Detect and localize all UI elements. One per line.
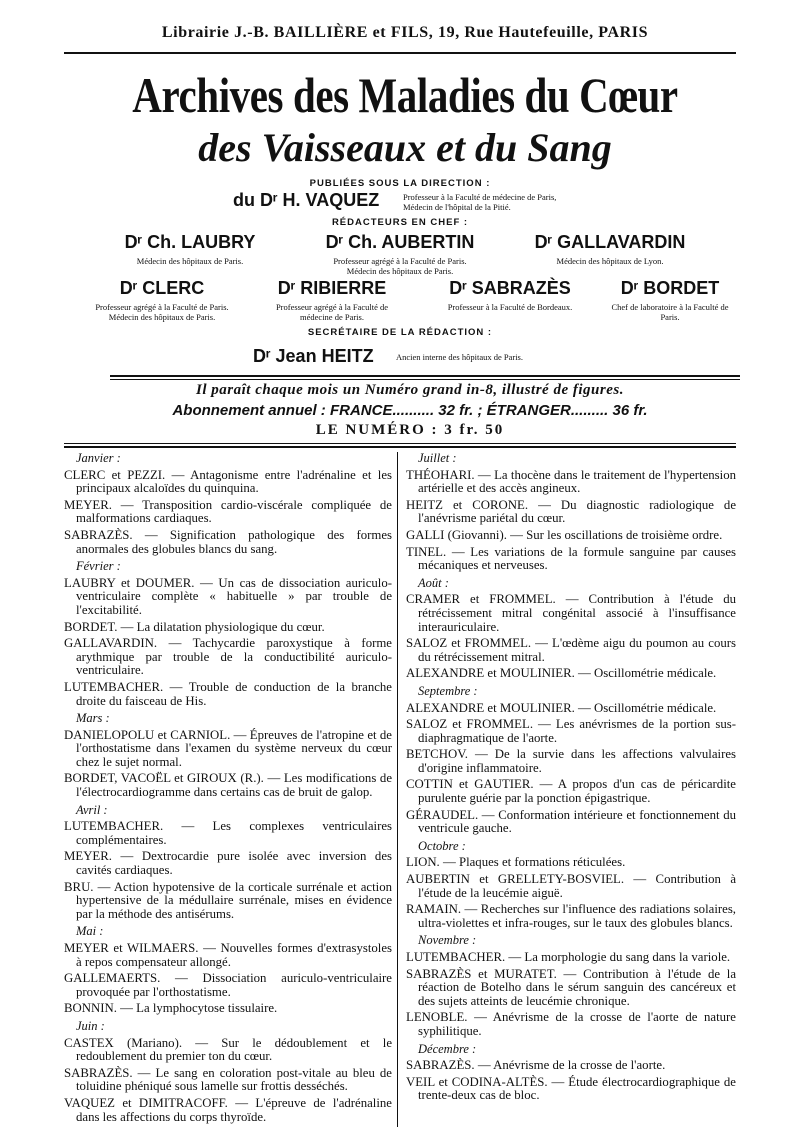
notice-rule-bottom-thick <box>64 446 736 448</box>
secretary-block <box>180 346 680 370</box>
direction-label: PUBLIÉES SOUS LA DIRECTION : <box>309 178 491 189</box>
editor-title: Professeur agrégé à la Faculté de médecine de Paris. <box>275 302 389 322</box>
editor-name: Dʳ RIBIERRE <box>277 278 387 298</box>
article-entry: SABRAZÈS. — Anévrisme de la crosse de l'aorte. <box>406 1058 666 1073</box>
article-entry: LENOBLE. — Anévrisme de la crosse de l'aorte de nature syphilitique. <box>406 1010 736 1038</box>
editor-sabrazes <box>430 278 590 312</box>
article-entry: CRAMER et FROMMEL. — Contribution à l'étude du rétrécissement mitral congénital associé à l'insuffisance interauriculaire. <box>406 592 736 634</box>
notice-issue-frequency: Il paraît chaque mois un Numéro grand in-8, illustré de figures. <box>196 382 624 398</box>
journal-subtitle: des Vaisseaux et du Sang <box>198 125 612 170</box>
notice-subscription: Abonnement annuel : FRANCE.......... 32 fr. ; ÉTRANGER......... 36 fr. <box>172 402 648 419</box>
editor-title: Médecin des hôpitaux de Paris. <box>136 256 244 266</box>
article-entry: THÉOHARI. — La thocène dans le traitement de l'hypertension artérielle et des accès angineux. <box>406 467 736 496</box>
article-entry: BORDET, VACOËL et GIROUX (R.). — Les modifications de l'électrocardiogramme dans certains cas de bruit de galop. <box>64 771 392 800</box>
article-entry: BONNIN. — La lymphocytose tissulaire. <box>64 1001 278 1016</box>
article-entry: SABRAZÈS et MURATET. — Contribution à l'étude de la réaction de Botelho dans le sérum sanguin des cancéreux et des sujets atteints de leucémie chronique. <box>406 966 736 1008</box>
editor-laubry <box>90 232 290 266</box>
month-heading: Septembre : <box>418 683 478 698</box>
editor-name: Dʳ SABRAZÈS <box>449 278 571 298</box>
article-entry: BORDET. — La dilatation physiologique du cœur. <box>64 619 325 634</box>
article-entry: TINEL. — Les variations de la formule sanguine par causes mécaniques et nerveuses. <box>406 544 736 573</box>
article-entry: MEYER. — Dextrocardie pure isolée avec inversion des cavités cardiaques. <box>64 849 392 878</box>
article-entry: CLERC et PEZZI. — Antagonisme entre l'adrénaline et les principaux alcaloïdes du quinquina. <box>64 467 392 496</box>
editor-title: Médecin des hôpitaux de Lyon. <box>556 256 664 266</box>
editor-title: Professeur agrégé à la Faculté de Paris. Médecin des hôpitaux de Paris. <box>95 302 229 322</box>
director-name: du Dʳ H. VAQUEZ <box>233 190 380 210</box>
article-entry: LUTEMBACHER. — Trouble de conduction de la branche droite du faisceau de His. <box>64 679 392 708</box>
editor-name: Dʳ Ch. LAUBRY <box>124 232 256 252</box>
editor-title: Chef de laboratoire à la Faculté de Paris. <box>611 302 729 322</box>
editor-aubertin <box>300 232 500 276</box>
editor-name: Dʳ CLERC <box>119 278 205 298</box>
article-entry: GALLI (Giovanni). — Sur les oscillations de troisième ordre. <box>406 527 723 542</box>
article-entry: SALOZ et FROMMEL. — L'œdème aigu du poumon au cours du rétrécissement mitral. <box>406 636 736 664</box>
article-entry: VEIL et CODINA-ALTÈS. — Étude électrocardiographique de trente-deux cas de bloc. <box>406 1074 736 1103</box>
month-heading: Juillet : <box>418 451 457 465</box>
contents-right-column <box>406 452 736 1106</box>
editor-name: Dʳ BORDET <box>620 278 720 298</box>
month-heading: Août : <box>418 575 449 590</box>
article-entry: MEYER et WILMAERS. — Nouvelles formes d'extrasystoles à repos compensateur allongé. <box>64 941 392 969</box>
article-entry: GÉRAUDEL. — Conformation intérieure et fonctionnement du ventricule gauche. <box>406 807 736 836</box>
month-heading: Novembre : <box>418 933 477 948</box>
month-heading: Janvier : <box>76 451 121 465</box>
article-entry: LAUBRY et DOUMER. — Un cas de dissociation auriculo-ventriculaire complète « habituelle » par trouble de l'excitabilité. <box>64 575 392 617</box>
article-entry: GALLAVARDIN. — Tachycardie paroxystique à forme arythmique par trouble de la conductibilité auriculo-ventriculaire. <box>64 636 392 678</box>
editors-label: RÉDACTEURS EN CHEF : <box>331 217 469 228</box>
month-heading: Avril : <box>76 802 108 817</box>
top-rule <box>64 52 736 54</box>
article-entry: COTTIN et GAUTIER. — A propos d'un cas de péricardite purulente guérie par la ponction épigastrique. <box>406 777 736 806</box>
editor-title: Professeur agrégé à la Faculté de Paris. Médecin des hôpitaux de Paris. <box>333 256 467 276</box>
director-title-line-1: Professeur à la Faculté de médecine de Paris, <box>403 192 557 202</box>
month-heading: Février : <box>76 559 121 574</box>
director-title-line-2: Médecin de l'hôpital de la Pitié. <box>403 202 511 212</box>
article-entry: MEYER. — Transposition cardio-viscérale compliquée de malformations cardiaques. <box>64 497 392 526</box>
notice-rule-bottom-thin <box>64 443 736 444</box>
article-entry: AUBERTIN et GRELLETY-BOSVIEL. — Contribution à l'étude de la leucémie aiguë. <box>406 872 736 900</box>
article-entry: LUTEMBACHER. — Les complexes ventriculaires complémentaires. <box>64 819 392 847</box>
article-entry: ALEXANDRE et MOULINIER. — Oscillométrie médicale. <box>406 700 717 715</box>
director-block <box>180 190 680 214</box>
editor-name: Dʳ Ch. AUBERTIN <box>325 232 475 252</box>
article-entry: SABRAZÈS. — Signification pathologique des formes anormales des globules blancs du sang. <box>64 527 392 556</box>
editor-gallavardin <box>510 232 710 266</box>
article-entry: LION. — Plaques et formations réticulées. <box>406 855 626 870</box>
notice-rule-top-thick <box>110 375 740 377</box>
article-entry: LUTEMBACHER. — La morphologie du sang dans la variole. <box>406 950 731 964</box>
month-heading: Décembre : <box>418 1041 477 1056</box>
article-entry: ALEXANDRE et MOULINIER. — Oscillométrie médicale. <box>406 666 717 681</box>
column-separator <box>397 452 398 1127</box>
article-entry: SABRAZÈS. — Le sang en coloration post-vitale au bleu de toluidine phéniqué sous lamelle sur frottis desséchés. <box>64 1065 392 1094</box>
article-entry: DANIELOPOLU et CARNIOL. — Épreuves de l'atropine et de l'orthostatisme dans l'examen du système nerveux du cœur chez le sujet normal. <box>64 727 392 769</box>
journal-title: Archives des Maladies du Cœur <box>132 67 678 123</box>
editor-ribierre <box>262 278 402 322</box>
notice-rule-top-thin <box>110 379 740 380</box>
article-entry: RAMAIN. — Recherches sur l'influence des radiations solaires, ultra-violettes et infra-rouges, sur le taux des globules blancs. <box>406 902 736 930</box>
secretary-label: SECRÉTAIRE DE LA RÉDACTION : <box>307 327 493 338</box>
notice-issue-price: LE NUMÉRO : 3 fr. 50 <box>315 422 505 438</box>
editor-name: Dʳ GALLAVARDIN <box>534 232 686 252</box>
month-heading: Mai : <box>76 924 104 939</box>
month-heading: Juin : <box>76 1018 105 1033</box>
article-entry: VAQUEZ et DIMITRACOFF. — L'épreuve de l'adrénaline dans les affections du corps thyroïde. <box>64 1095 392 1124</box>
article-entry: BETCHOV. — De la survie dans les affections valvulaires d'origine inflammatoire. <box>406 747 736 775</box>
publisher-line: Librairie J.-B. BAILLIÈRE et FILS, 19, Rue Hautefeuille, PARIS <box>161 24 649 41</box>
editor-bordet <box>610 278 730 322</box>
article-entry: GALLEMAERTS. — Dissociation auriculo-ventriculaire provoquée par l'orthostatisme. <box>64 971 392 999</box>
month-heading: Octobre : <box>418 838 466 853</box>
editor-clerc <box>82 278 242 322</box>
contents-left-column <box>64 452 392 1127</box>
article-entry: BRU. — Action hypotensive de la corticale surrénale et action hypertensive de la médullaire surrénale, mises en évidence par la méthode des antisérums. <box>64 879 392 921</box>
secretary-name: Dʳ Jean HEITZ <box>253 346 374 366</box>
article-entry: SALOZ et FROMMEL. — Les anévrismes de la portion sus-diaphragmatique de l'aorte. <box>406 717 736 745</box>
month-heading: Mars : <box>76 711 110 726</box>
article-entry: HEITZ et CORONE. — Du diagnostic radiologique de l'anévrisme pariétal du cœur. <box>406 497 736 526</box>
secretary-title: Ancien interne des hôpitaux de Paris. <box>396 352 523 362</box>
director-title <box>403 192 556 212</box>
editor-title: Professeur à la Faculté de Bordeaux. <box>447 302 573 312</box>
article-entry: CASTEX (Mariano). — Sur le dédoublement et le redoublement du premier ton du cœur. <box>64 1035 392 1064</box>
